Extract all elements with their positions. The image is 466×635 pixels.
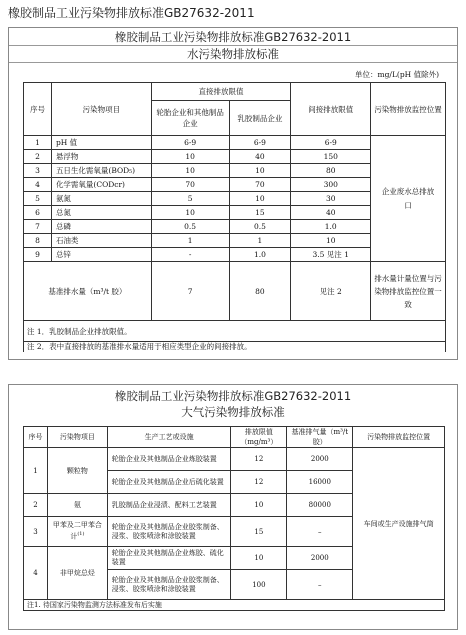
header-item: 污染物项目 <box>51 83 151 136</box>
water-panel-subtitle: 水污染物排放标准 <box>9 46 457 63</box>
table-row <box>24 136 446 150</box>
cell-latex: 70 <box>229 178 291 192</box>
cell-process: 乳胶制品企业浸渍、配料工艺装置 <box>107 494 231 517</box>
header-process: 生产工艺或设施 <box>107 427 231 448</box>
cell-item: 五日生化需氧量(BOD₅) <box>51 164 151 178</box>
cell-base: 16000 <box>287 471 353 494</box>
air-standard-panel <box>8 384 458 630</box>
header-monitor: 污染物排放监控位置 <box>371 83 446 136</box>
cell-monitor-main: 企业废水总排放口 <box>371 136 446 262</box>
cell-item: 总锌 <box>51 248 151 262</box>
cell-base-tire: 7 <box>151 262 229 321</box>
cell-tire: 10 <box>151 164 229 178</box>
air-standard-table <box>23 426 445 611</box>
cell-base-indirect: 见注 2 <box>291 262 371 321</box>
cell-latex: 6-9 <box>229 136 291 150</box>
note-1: 注 1．乳胶制品企业排放限值。 <box>24 321 446 342</box>
cell-base: – <box>287 517 353 547</box>
page-heading: 橡胶制品工业污染物排放标准GB27632-2011 <box>8 6 255 20</box>
air-panel-subtitle: 大气污染物排放标准 <box>181 405 285 419</box>
cell-latex: 40 <box>229 150 291 164</box>
cell-base-latex: 80 <box>229 262 291 321</box>
header-monitor: 污染物排放监控位置 <box>353 427 445 448</box>
cell-no: 2 <box>24 150 52 164</box>
cell-item: 氨 <box>47 494 107 517</box>
cell-item: 化学需氧量(CODcr) <box>51 178 151 192</box>
cell-monitor: 车间或生产设施排气筒 <box>353 448 445 600</box>
cell-item-text: 甲苯及二甲苯合计 <box>52 521 102 541</box>
cell-no: 2 <box>24 494 48 517</box>
table-row <box>24 448 445 471</box>
cell-process: 轮胎企业及其他制品企业胶浆制备、浸浆、胶浆喷涂和涂胶装置 <box>107 517 231 547</box>
cell-no: 9 <box>24 248 52 262</box>
cell-item <box>47 517 107 547</box>
cell-limit: 10 <box>231 494 287 517</box>
cell-latex: 1 <box>229 234 291 248</box>
cell-tire: 1 <box>151 234 229 248</box>
cell-no: 8 <box>24 234 52 248</box>
cell-item: 总氮 <box>51 206 151 220</box>
table-row-base-discharge <box>24 262 446 321</box>
air-panel-title: 橡胶制品工业污染物排放标准GB27632-2011 <box>114 389 352 403</box>
header-limit: 排放限值（mg/m³） <box>231 427 287 448</box>
cell-no: 5 <box>24 192 52 206</box>
cell-tire: 10 <box>151 206 229 220</box>
cell-tire: 6-9 <box>151 136 229 150</box>
cell-limit: 100 <box>231 570 287 600</box>
cell-latex: 0.5 <box>229 220 291 234</box>
water-panel-title: 橡胶制品工业污染物排放标准GB27632-2011 <box>9 28 457 46</box>
cell-no: 6 <box>24 206 52 220</box>
header-tire: 轮胎企业和其他制品企业 <box>151 101 229 136</box>
cell-latex: 1.0 <box>229 248 291 262</box>
cell-no: 7 <box>24 220 52 234</box>
air-note: 注1. 待国家污染物监测方法标准发布后实施 <box>24 600 445 611</box>
cell-latex: 10 <box>229 164 291 178</box>
cell-no: 4 <box>24 547 48 600</box>
cell-item: 悬浮物 <box>51 150 151 164</box>
water-standard-panel <box>8 27 458 360</box>
cell-base: 2000 <box>287 547 353 570</box>
header-indirect: 间接排放限值 <box>291 83 371 136</box>
cell-item: 氨氮 <box>51 192 151 206</box>
cell-indirect: 30 <box>291 192 371 206</box>
cell-limit: 12 <box>231 448 287 471</box>
cell-base: – <box>287 570 353 600</box>
header-no: 序号 <box>24 427 48 448</box>
cell-item: 总磷 <box>51 220 151 234</box>
cell-limit: 10 <box>231 547 287 570</box>
header-no: 序号 <box>24 83 52 136</box>
header-item: 污染物项目 <box>47 427 107 448</box>
cell-indirect: 6-9 <box>291 136 371 150</box>
header-latex: 乳胶制品企业 <box>229 101 291 136</box>
cell-indirect: 10 <box>291 234 371 248</box>
cell-latex: 10 <box>229 192 291 206</box>
cell-base-label: 基准排水量（m³/t 胶） <box>24 262 152 321</box>
cell-item: 颗粒物 <box>47 448 107 494</box>
cell-process: 轮胎企业及其他制品企业后硫化装置 <box>107 471 231 494</box>
cell-tire: 70 <box>151 178 229 192</box>
cell-indirect: 80 <box>291 164 371 178</box>
cell-monitor-base: 排水量计量位置与污染物排放监控位置一致 <box>371 262 446 321</box>
cell-item-sup: (1) <box>77 531 85 538</box>
cell-indirect: 1.0 <box>291 220 371 234</box>
note-2 <box>24 342 446 353</box>
cell-tire: 10 <box>151 150 229 164</box>
cell-tire: 0.5 <box>151 220 229 234</box>
cell-item: 非甲烷总烃 <box>47 547 107 600</box>
cell-tire: 5 <box>151 192 229 206</box>
cell-indirect: 150 <box>291 150 371 164</box>
header-base: 基准排气量（m³/t 胶） <box>287 427 353 448</box>
cell-no: 3 <box>24 164 52 178</box>
water-standard-table <box>23 82 446 352</box>
cell-process: 轮胎企业及其他制品企业炼胶装置 <box>107 448 231 471</box>
note-2-text: 注 2．表中直接排放的基准排水量适用于相应类型企业的间接排放。 <box>27 342 252 351</box>
cell-base: 2000 <box>287 448 353 471</box>
water-unit-note: 单位：mg/L(pH 值除外) <box>355 70 439 79</box>
cell-item: 石油类 <box>51 234 151 248</box>
cell-limit: 15 <box>231 517 287 547</box>
cell-no: 4 <box>24 178 52 192</box>
cell-latex: 15 <box>229 206 291 220</box>
cell-limit: 12 <box>231 471 287 494</box>
header-direct: 直接排放限值 <box>151 83 291 101</box>
cell-no: 3 <box>24 517 48 547</box>
cell-tire: - <box>151 248 229 262</box>
cell-item: pH 值 <box>51 136 151 150</box>
cell-indirect: 300 <box>291 178 371 192</box>
cell-process: 轮胎企业及其他制品企业胶浆制备、浸浆、胶浆喷涂和涂胶装置 <box>107 570 231 600</box>
cell-process: 轮胎企业及其他制品企业炼胶、硫化装置 <box>107 547 231 570</box>
cell-indirect: 40 <box>291 206 371 220</box>
cell-no: 1 <box>24 136 52 150</box>
cell-base: 80000 <box>287 494 353 517</box>
cell-indirect: 3.5 见注 1 <box>291 248 371 262</box>
cell-no: 1 <box>24 448 48 494</box>
